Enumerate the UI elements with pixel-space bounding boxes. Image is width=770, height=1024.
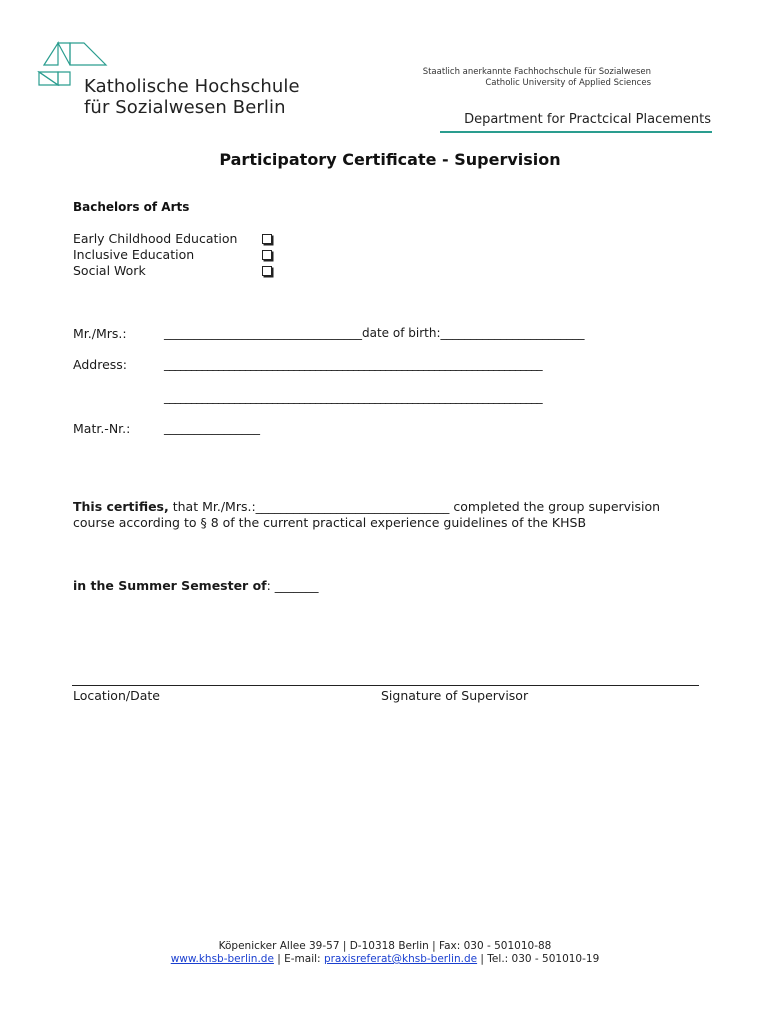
semester-label: in the Summer Semester of	[73, 578, 267, 593]
matriculation-label: Matr.-Nr.:	[73, 421, 131, 436]
name-label: Mr./Mrs.:	[73, 326, 127, 341]
email-prefix: | E-mail:	[273, 953, 324, 965]
header-divider	[440, 131, 712, 133]
certification-line-1	[73, 499, 660, 514]
matriculation-field-line[interactable]: ________________	[164, 421, 260, 435]
address-field-line-1[interactable]: ______________________________________________________________________	[164, 357, 543, 371]
phone-text: | Tel.: 030 - 501010-19	[477, 953, 600, 965]
dob-field-line[interactable]: ________________________	[440, 326, 585, 340]
location-date-label: Location/Date	[73, 688, 160, 703]
semester-line	[73, 578, 319, 593]
signature-rule	[72, 685, 699, 686]
website-link[interactable]: www.khsb-berlin.de	[170, 953, 274, 965]
tagline-english: Catholic University of Applied Sciences	[485, 78, 651, 88]
certification-bold: This certifies,	[73, 499, 169, 514]
supervisor-signature-label: Signature of Supervisor	[381, 688, 529, 703]
name-row	[164, 326, 585, 340]
certification-text-1: that Mr./Mrs.:_______________________________ completed the group supervision	[168, 499, 661, 514]
certification-text-2: course according to § 8 of the current practical experience guidelines of the KHSB	[73, 515, 587, 530]
option-label-inclusive-education: Inclusive Education	[73, 247, 195, 262]
email-link[interactable]: praxisreferat@khsb-berlin.de	[323, 953, 478, 965]
logo-text-line1: Katholische Hochschule	[84, 76, 300, 97]
program-heading: Bachelors of Arts	[73, 200, 190, 214]
dob-label: date of birth:	[362, 326, 441, 340]
department-name: Department for Practcical Placements	[464, 112, 711, 127]
option-label-early-childhood: Early Childhood Education	[73, 231, 238, 246]
tagline-german: Staatlich anerkannte Fachhochschule für Sozialwesen	[422, 67, 651, 77]
checkbox-inclusive-education[interactable]	[262, 250, 272, 260]
name-field-line[interactable]: _________________________________	[164, 326, 362, 340]
semester-field[interactable]: : _______	[266, 578, 319, 593]
checkbox-social-work[interactable]	[262, 266, 272, 276]
address-field-line-2[interactable]: ______________________________________________________________________	[164, 390, 543, 404]
address-label: Address:	[73, 357, 127, 372]
footer-contact	[0, 953, 770, 965]
option-label-social-work: Social Work	[73, 263, 146, 278]
logo-text-line2: für Sozialwesen Berlin	[84, 97, 286, 118]
footer-address: Köpenicker Allee 39-57 | D-10318 Berlin | Fax: 030 - 501010-88	[218, 940, 552, 952]
page-title: Participatory Certificate - Supervision	[219, 150, 561, 169]
checkbox-early-childhood[interactable]	[262, 234, 272, 244]
